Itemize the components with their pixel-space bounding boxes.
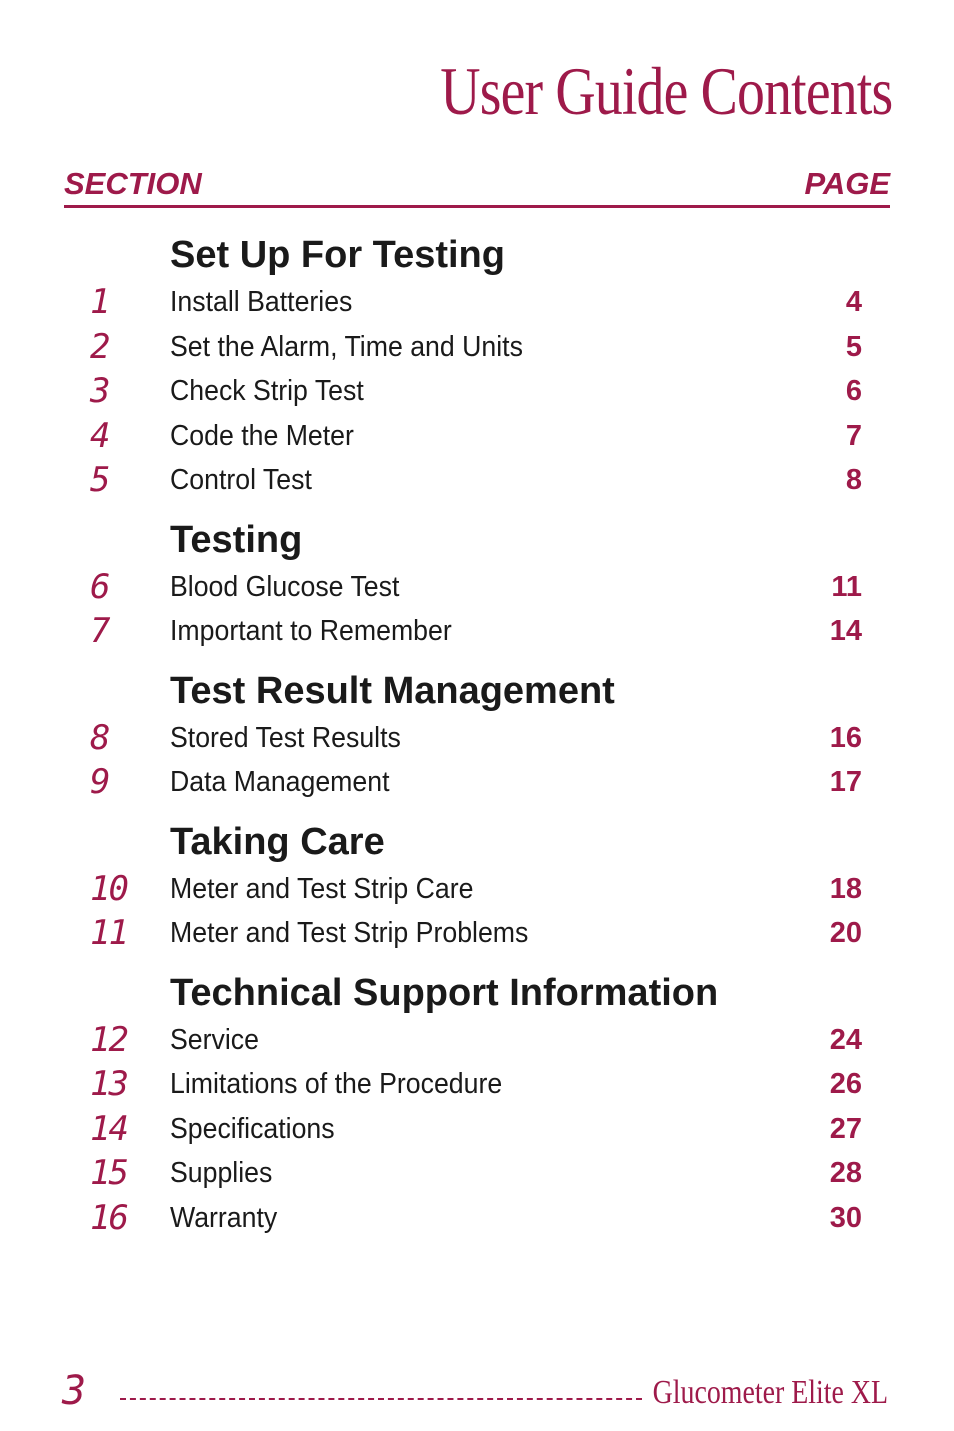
section-number: 9	[90, 762, 109, 802]
group-title: Set Up For Testing	[170, 234, 505, 276]
group-title: Taking Care	[170, 820, 385, 863]
toc-entry	[0, 911, 954, 956]
section-label: Code the Meter	[170, 419, 354, 452]
section-number: 13	[90, 1064, 127, 1104]
page-number: 7	[845, 419, 862, 452]
page-number: 26	[829, 1068, 862, 1100]
toc-entry	[0, 1018, 954, 1063]
section-label: Stored Test Results	[170, 721, 401, 754]
page-title: User Guide Contents	[439, 53, 892, 129]
section-label: Warranty	[170, 1201, 278, 1234]
toc-group	[0, 817, 954, 956]
section-label: Blood Glucose Test	[170, 570, 400, 603]
group-title: Testing	[170, 518, 303, 561]
toc-entry	[0, 1107, 954, 1152]
page-number: 16	[829, 721, 862, 754]
section-label: Supplies	[170, 1157, 273, 1189]
section-label: Check Strip Test	[170, 375, 364, 407]
section-label: Service	[170, 1023, 259, 1056]
group-title: Test Result Management	[170, 669, 615, 712]
footer-brand: Glucometer Elite XL	[652, 1374, 888, 1411]
toc-entry	[0, 1151, 954, 1196]
toc-entry	[0, 325, 954, 370]
toc-entry	[0, 280, 954, 325]
section-number: 7	[90, 611, 109, 651]
footer-dashed-line	[120, 1398, 642, 1400]
section-number: 15	[90, 1153, 127, 1193]
section-number: 8	[90, 717, 109, 758]
page-number: 28	[829, 1157, 862, 1189]
toc-entry	[0, 369, 954, 414]
section-label: Install Batteries	[170, 286, 353, 318]
page-number: 11	[831, 570, 862, 603]
page-number: 5	[845, 330, 862, 363]
section-number: 14	[90, 1108, 127, 1149]
table-of-contents	[0, 230, 954, 1252]
page-number: 30	[829, 1201, 862, 1234]
toc-entry	[0, 609, 954, 654]
page-number: 24	[829, 1023, 862, 1056]
footer-page-number: 3	[62, 1368, 87, 1414]
toc-entry	[0, 1196, 954, 1241]
section-label: Specifications	[170, 1112, 335, 1145]
section-label: Meter and Test Strip Problems	[170, 917, 529, 949]
toc-entry	[0, 716, 954, 761]
toc-entry	[0, 458, 954, 503]
page-number: 18	[829, 872, 862, 905]
toc-entry	[0, 867, 954, 912]
page-number: 4	[845, 286, 862, 318]
section-label: Set the Alarm, Time and Units	[170, 330, 523, 363]
section-label: Limitations of the Procedure	[170, 1068, 503, 1100]
section-number: 6	[90, 566, 109, 607]
section-label: Meter and Test Strip Care	[170, 872, 474, 905]
toc-entry	[0, 760, 954, 805]
page-number: 8	[845, 464, 862, 496]
toc-entry	[0, 1062, 954, 1107]
page-number: 6	[845, 375, 862, 407]
toc-group	[0, 515, 954, 654]
section-number: 10	[90, 868, 127, 909]
toc-group	[0, 666, 954, 805]
section-column-header: SECTION	[64, 166, 202, 201]
section-number: 5	[90, 460, 109, 500]
section-number: 16	[90, 1197, 127, 1238]
section-label: Important to Remember	[170, 615, 452, 647]
section-label: Control Test	[170, 464, 312, 496]
page-number: 14	[829, 615, 862, 647]
group-title: Technical Support Information	[170, 971, 719, 1014]
section-number: 11	[90, 913, 127, 953]
header-divider	[64, 205, 890, 208]
toc-entry	[0, 565, 954, 610]
page-column-header: PAGE	[804, 166, 890, 201]
page-number: 20	[829, 917, 862, 949]
section-number: 12	[90, 1019, 127, 1060]
section-number: 3	[90, 371, 109, 411]
section-number: 2	[90, 326, 109, 367]
toc-group	[0, 230, 954, 503]
page-number: 27	[829, 1112, 862, 1145]
section-number: 1	[90, 282, 109, 322]
toc-entry	[0, 414, 954, 459]
toc-group	[0, 968, 954, 1241]
section-number: 4	[90, 415, 109, 456]
section-label: Data Management	[170, 766, 390, 798]
page-number: 17	[829, 766, 862, 798]
